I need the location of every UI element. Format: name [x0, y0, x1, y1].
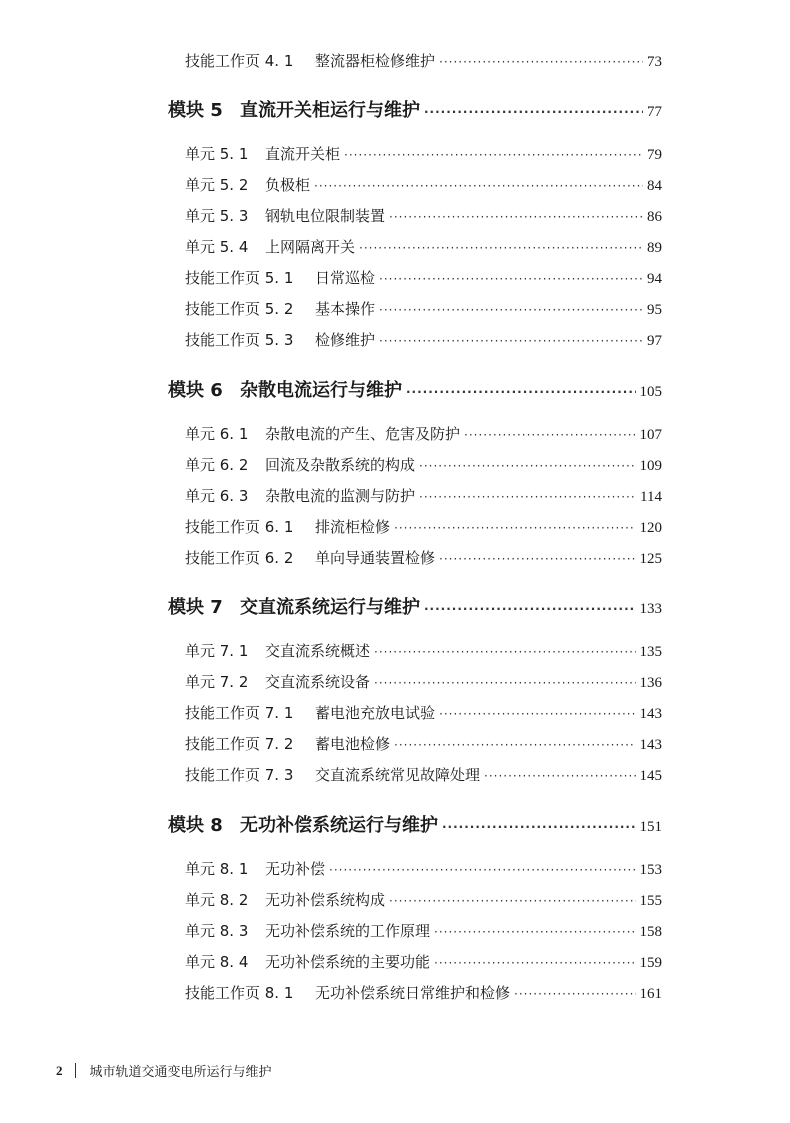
- entry-title: 日常巡检: [315, 269, 376, 287]
- entry-number: 单元 5. 3: [185, 207, 249, 225]
- entry-page-number: 94: [647, 271, 662, 287]
- toc-skill-entry[interactable]: [185, 733, 662, 754]
- dot-leader: [424, 602, 636, 616]
- dot-leader: [374, 676, 635, 690]
- entry-title: 回流及杂散系统的构成: [265, 456, 416, 474]
- entry-number: 单元 6. 3: [185, 487, 249, 505]
- dot-leader: [379, 334, 643, 348]
- toc-skill-entry[interactable]: [185, 329, 662, 350]
- dot-leader: [424, 105, 643, 119]
- dot-leader: [314, 179, 643, 193]
- entry-title: 直流开关柜: [265, 145, 341, 163]
- entry-page-number: 86: [647, 209, 662, 225]
- entry-page-number: 125: [639, 551, 662, 567]
- toc-skill-entry[interactable]: [185, 516, 662, 537]
- entry-title: 无功补偿系统运行与维护: [240, 815, 438, 836]
- footer-page-number: 2: [56, 1062, 63, 1078]
- dot-leader: [434, 956, 635, 970]
- toc-unit-entry[interactable]: [185, 236, 662, 257]
- entry-title: 无功补偿系统的主要功能: [265, 953, 431, 971]
- entry-title: 钢轨电位限制装置: [265, 207, 386, 225]
- toc-module-entry[interactable]: [168, 593, 662, 619]
- toc-unit-entry[interactable]: [185, 205, 662, 226]
- dot-leader: [419, 459, 635, 473]
- toc-module-entry[interactable]: [168, 811, 662, 837]
- toc-skill-entry[interactable]: [185, 702, 662, 723]
- entry-page-number: 158: [639, 924, 662, 940]
- toc-skill-entry[interactable]: [185, 764, 662, 785]
- entry-number: 模块 8: [168, 815, 223, 836]
- entry-title: 整流器柜检修维护: [315, 52, 436, 70]
- dot-leader: [379, 272, 643, 286]
- entry-number: 单元 5. 2: [185, 176, 249, 194]
- entry-title: 交直流系统运行与维护: [240, 597, 420, 618]
- toc-skill-entry[interactable]: [185, 547, 662, 568]
- toc-unit-entry[interactable]: [185, 671, 662, 692]
- dot-leader: [406, 385, 636, 399]
- entry-page-number: 107: [639, 427, 662, 443]
- entry-page-number: 84: [647, 178, 662, 194]
- entry-title: 交直流系统常见故障处理: [315, 766, 481, 784]
- footer-book-title: 城市轨道交通变电所运行与维护: [89, 1065, 272, 1080]
- dot-leader: [514, 987, 635, 1001]
- toc-unit-entry[interactable]: [185, 951, 662, 972]
- entry-page-number: 153: [639, 862, 662, 878]
- entry-number: 技能工作页 8. 1: [185, 984, 294, 1002]
- entry-number: 模块 5: [168, 100, 223, 121]
- entry-title: 杂散电流的产生、危害及防护: [265, 425, 461, 443]
- entry-number: 单元 6. 2: [185, 456, 249, 474]
- entry-page-number: 77: [647, 104, 662, 120]
- toc-unit-entry[interactable]: [185, 423, 662, 444]
- entry-page-number: 120: [639, 520, 662, 536]
- entry-page-number: 159: [639, 955, 662, 971]
- entry-page-number: 133: [639, 601, 662, 617]
- toc-unit-entry[interactable]: [185, 174, 662, 195]
- dot-leader: [439, 55, 643, 69]
- entry-number: 单元 8. 3: [185, 922, 249, 940]
- dot-leader: [439, 707, 635, 721]
- entry-number: 单元 5. 4: [185, 238, 249, 256]
- dot-leader: [434, 925, 635, 939]
- toc-unit-entry[interactable]: [185, 889, 662, 910]
- toc-unit-entry[interactable]: [185, 143, 662, 164]
- toc-unit-entry[interactable]: [185, 858, 662, 879]
- dot-leader: [394, 521, 635, 535]
- entry-page-number: 114: [640, 489, 662, 505]
- toc-skill-entry[interactable]: [185, 50, 662, 71]
- dot-leader: [379, 303, 643, 317]
- entry-page-number: 73: [647, 54, 662, 70]
- entry-page-number: 145: [639, 768, 662, 784]
- entry-title: 交直流系统设备: [265, 673, 371, 691]
- entry-title: 蓄电池检修: [315, 735, 391, 753]
- entry-number: 技能工作页 7. 1: [185, 704, 294, 722]
- dot-leader: [359, 241, 643, 255]
- entry-title: 负极柜: [265, 176, 311, 194]
- dot-leader: [389, 210, 643, 224]
- entry-title: 无功补偿系统日常维护和检修: [315, 984, 511, 1002]
- entry-title: 排流柜检修: [315, 518, 391, 536]
- dot-leader: [389, 894, 635, 908]
- dot-leader: [442, 820, 636, 834]
- toc-skill-entry[interactable]: [185, 982, 662, 1003]
- toc-unit-entry[interactable]: [185, 485, 662, 506]
- entry-page-number: 155: [639, 893, 662, 909]
- entry-page-number: 109: [639, 458, 662, 474]
- entry-number: 技能工作页 6. 1: [185, 518, 294, 536]
- entry-number: 技能工作页 5. 2: [185, 300, 294, 318]
- dot-leader: [484, 769, 635, 783]
- dot-leader: [464, 428, 635, 442]
- entry-number: 技能工作页 7. 3: [185, 766, 294, 784]
- toc-unit-entry[interactable]: [185, 640, 662, 661]
- entry-title: 基本操作: [315, 300, 376, 318]
- entry-number: 单元 7. 2: [185, 673, 249, 691]
- entry-number: 单元 8. 4: [185, 953, 249, 971]
- entry-title: 检修维护: [315, 331, 376, 349]
- entry-number: 单元 5. 1: [185, 145, 249, 163]
- entry-page-number: 97: [647, 333, 662, 349]
- entry-number: 技能工作页 6. 2: [185, 549, 294, 567]
- entry-page-number: 95: [647, 302, 662, 318]
- entry-number: 单元 8. 2: [185, 891, 249, 909]
- entry-number: 单元 7. 1: [185, 642, 249, 660]
- footer-divider: [75, 1063, 76, 1078]
- entry-page-number: 105: [639, 384, 662, 400]
- entry-title: 无功补偿系统的工作原理: [265, 922, 431, 940]
- dot-leader: [374, 645, 635, 659]
- entry-number: 单元 6. 1: [185, 425, 249, 443]
- entry-title: 交直流系统概述: [265, 642, 371, 660]
- entry-title: 无功补偿: [265, 860, 326, 878]
- toc-skill-entry[interactable]: [185, 298, 662, 319]
- entry-page-number: 135: [639, 644, 662, 660]
- toc-skill-entry[interactable]: [185, 267, 662, 288]
- entry-page-number: 143: [639, 737, 662, 753]
- entry-number: 模块 6: [168, 380, 223, 401]
- toc-module-entry[interactable]: [168, 376, 662, 402]
- entry-title: 单向导通装置检修: [315, 549, 436, 567]
- entry-page-number: 89: [647, 240, 662, 256]
- entry-title: 上网隔离开关: [265, 238, 356, 256]
- entry-number: 技能工作页 4. 1: [185, 52, 294, 70]
- toc-module-entry[interactable]: [168, 96, 662, 122]
- entry-number: 技能工作页 5. 3: [185, 331, 294, 349]
- dot-leader: [329, 863, 635, 877]
- entry-number: 模块 7: [168, 597, 223, 618]
- entry-title: 杂散电流运行与维护: [240, 380, 402, 401]
- toc-unit-entry[interactable]: [185, 454, 662, 475]
- entry-title: 直流开关柜运行与维护: [240, 100, 420, 121]
- entry-page-number: 143: [639, 706, 662, 722]
- entry-title: 无功补偿系统构成: [265, 891, 386, 909]
- entry-page-number: 136: [639, 675, 662, 691]
- dot-leader: [419, 490, 636, 504]
- entry-page-number: 151: [639, 819, 662, 835]
- dot-leader: [439, 552, 635, 566]
- entry-number: 技能工作页 5. 1: [185, 269, 294, 287]
- entry-number: 单元 8. 1: [185, 860, 249, 878]
- page-footer: [56, 1061, 272, 1080]
- entry-title: 蓄电池充放电试验: [315, 704, 436, 722]
- entry-number: 技能工作页 7. 2: [185, 735, 294, 753]
- entry-page-number: 161: [639, 986, 662, 1002]
- entry-page-number: 79: [647, 147, 662, 163]
- entry-title: 杂散电流的监测与防护: [265, 487, 416, 505]
- toc-unit-entry[interactable]: [185, 920, 662, 941]
- dot-leader: [394, 738, 635, 752]
- dot-leader: [344, 148, 643, 162]
